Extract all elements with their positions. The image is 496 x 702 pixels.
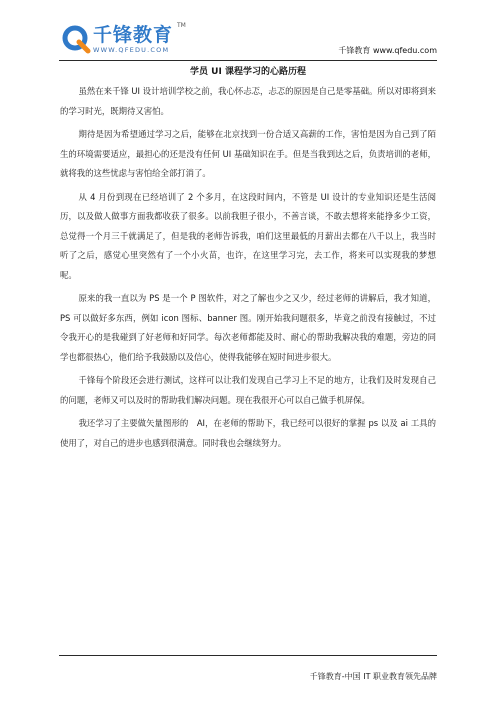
paragraph: 从 4 月份到现在已经培训了 2 个多月，在这段时间内，不管是 UI 设计的专业知识还是生活阅历，以及做人做事方面我都收获了很多。以前我胆子很小，不善言谈，不敢去想将来能挣多少工资，总觉得一个月三千就满足了，但是我的老师告诉我，咱们这里最低的月薪出去都在八千以上，我当时听了之后，感觉心里突然有了一个小火苗，也许，在这里学习完，去工作，将来可以实现我的梦想呢。 [60, 191, 436, 280]
paragraph: 千锋每个阶段还会进行测试，这样可以让我们发现自己学习上不足的地方，让我们及时发现自己的问题，老师又可以及时的帮助我们解决问题。现在我很开心可以自己做手机屏保。 [60, 375, 436, 405]
header-site-label: 千锋教育 www.qfedu.com [338, 46, 437, 55]
qianfeng-logo [61, 22, 201, 58]
paragraph: 原来的我一直以为 PS 是一个 P 图软件，对之了解也少之又少，经过老师的讲解后，我才知道，PS 可以做好多东西，例如 icon 图标、banner 图。刚开始我问题很多，毕竟之前没有接触过，不过令我开心的是我碰到了好老师和好同学。每次老师都能及时、耐心的帮助我解决我的难题，旁边的同学也都很热心，他们给予我鼓励以及信心，使得我能够在短时间进步很大。 [60, 293, 436, 362]
logo-url: WWW.QFEDU.COM [93, 46, 170, 54]
trademark-mark: TM [177, 22, 186, 29]
footer-text: 千锋教育-中国 IT 职业教育领先品牌 [309, 672, 437, 681]
page-footer [59, 655, 437, 681]
logo-text: 千锋教育 [93, 24, 174, 46]
paragraph: 我还学习了主要做矢量图形的 AI，在老师的帮助下，我已经可以很好的掌握 ps 以及 ai 工具的使用了，对自己的进步也感到很满意。同时我也会继续努力。 [60, 418, 436, 448]
document-title: 学员 UI 课程学习的心路历程 [190, 67, 306, 77]
paragraph: 期待是因为希望通过学习之后，能够在北京找到一份合适又高薪的工作，害怕是因为自己到了陌生的环境需要适应，最担心的还是没有任何 UI 基础知识在手。但是当我到达之后，负责培训的老师，就将我的这些忧虑与害怕给全部打消了。 [60, 129, 436, 178]
paragraph: 虽然在来千锋 UI 设计培训学校之前，我心怀忐忑，忐忑的原因是自己是零基础。所以对即将到来的学习时光，既期待又害怕。 [60, 86, 436, 116]
document-body [60, 82, 436, 457]
logo-q-icon [61, 24, 91, 54]
page-header [59, 18, 437, 61]
